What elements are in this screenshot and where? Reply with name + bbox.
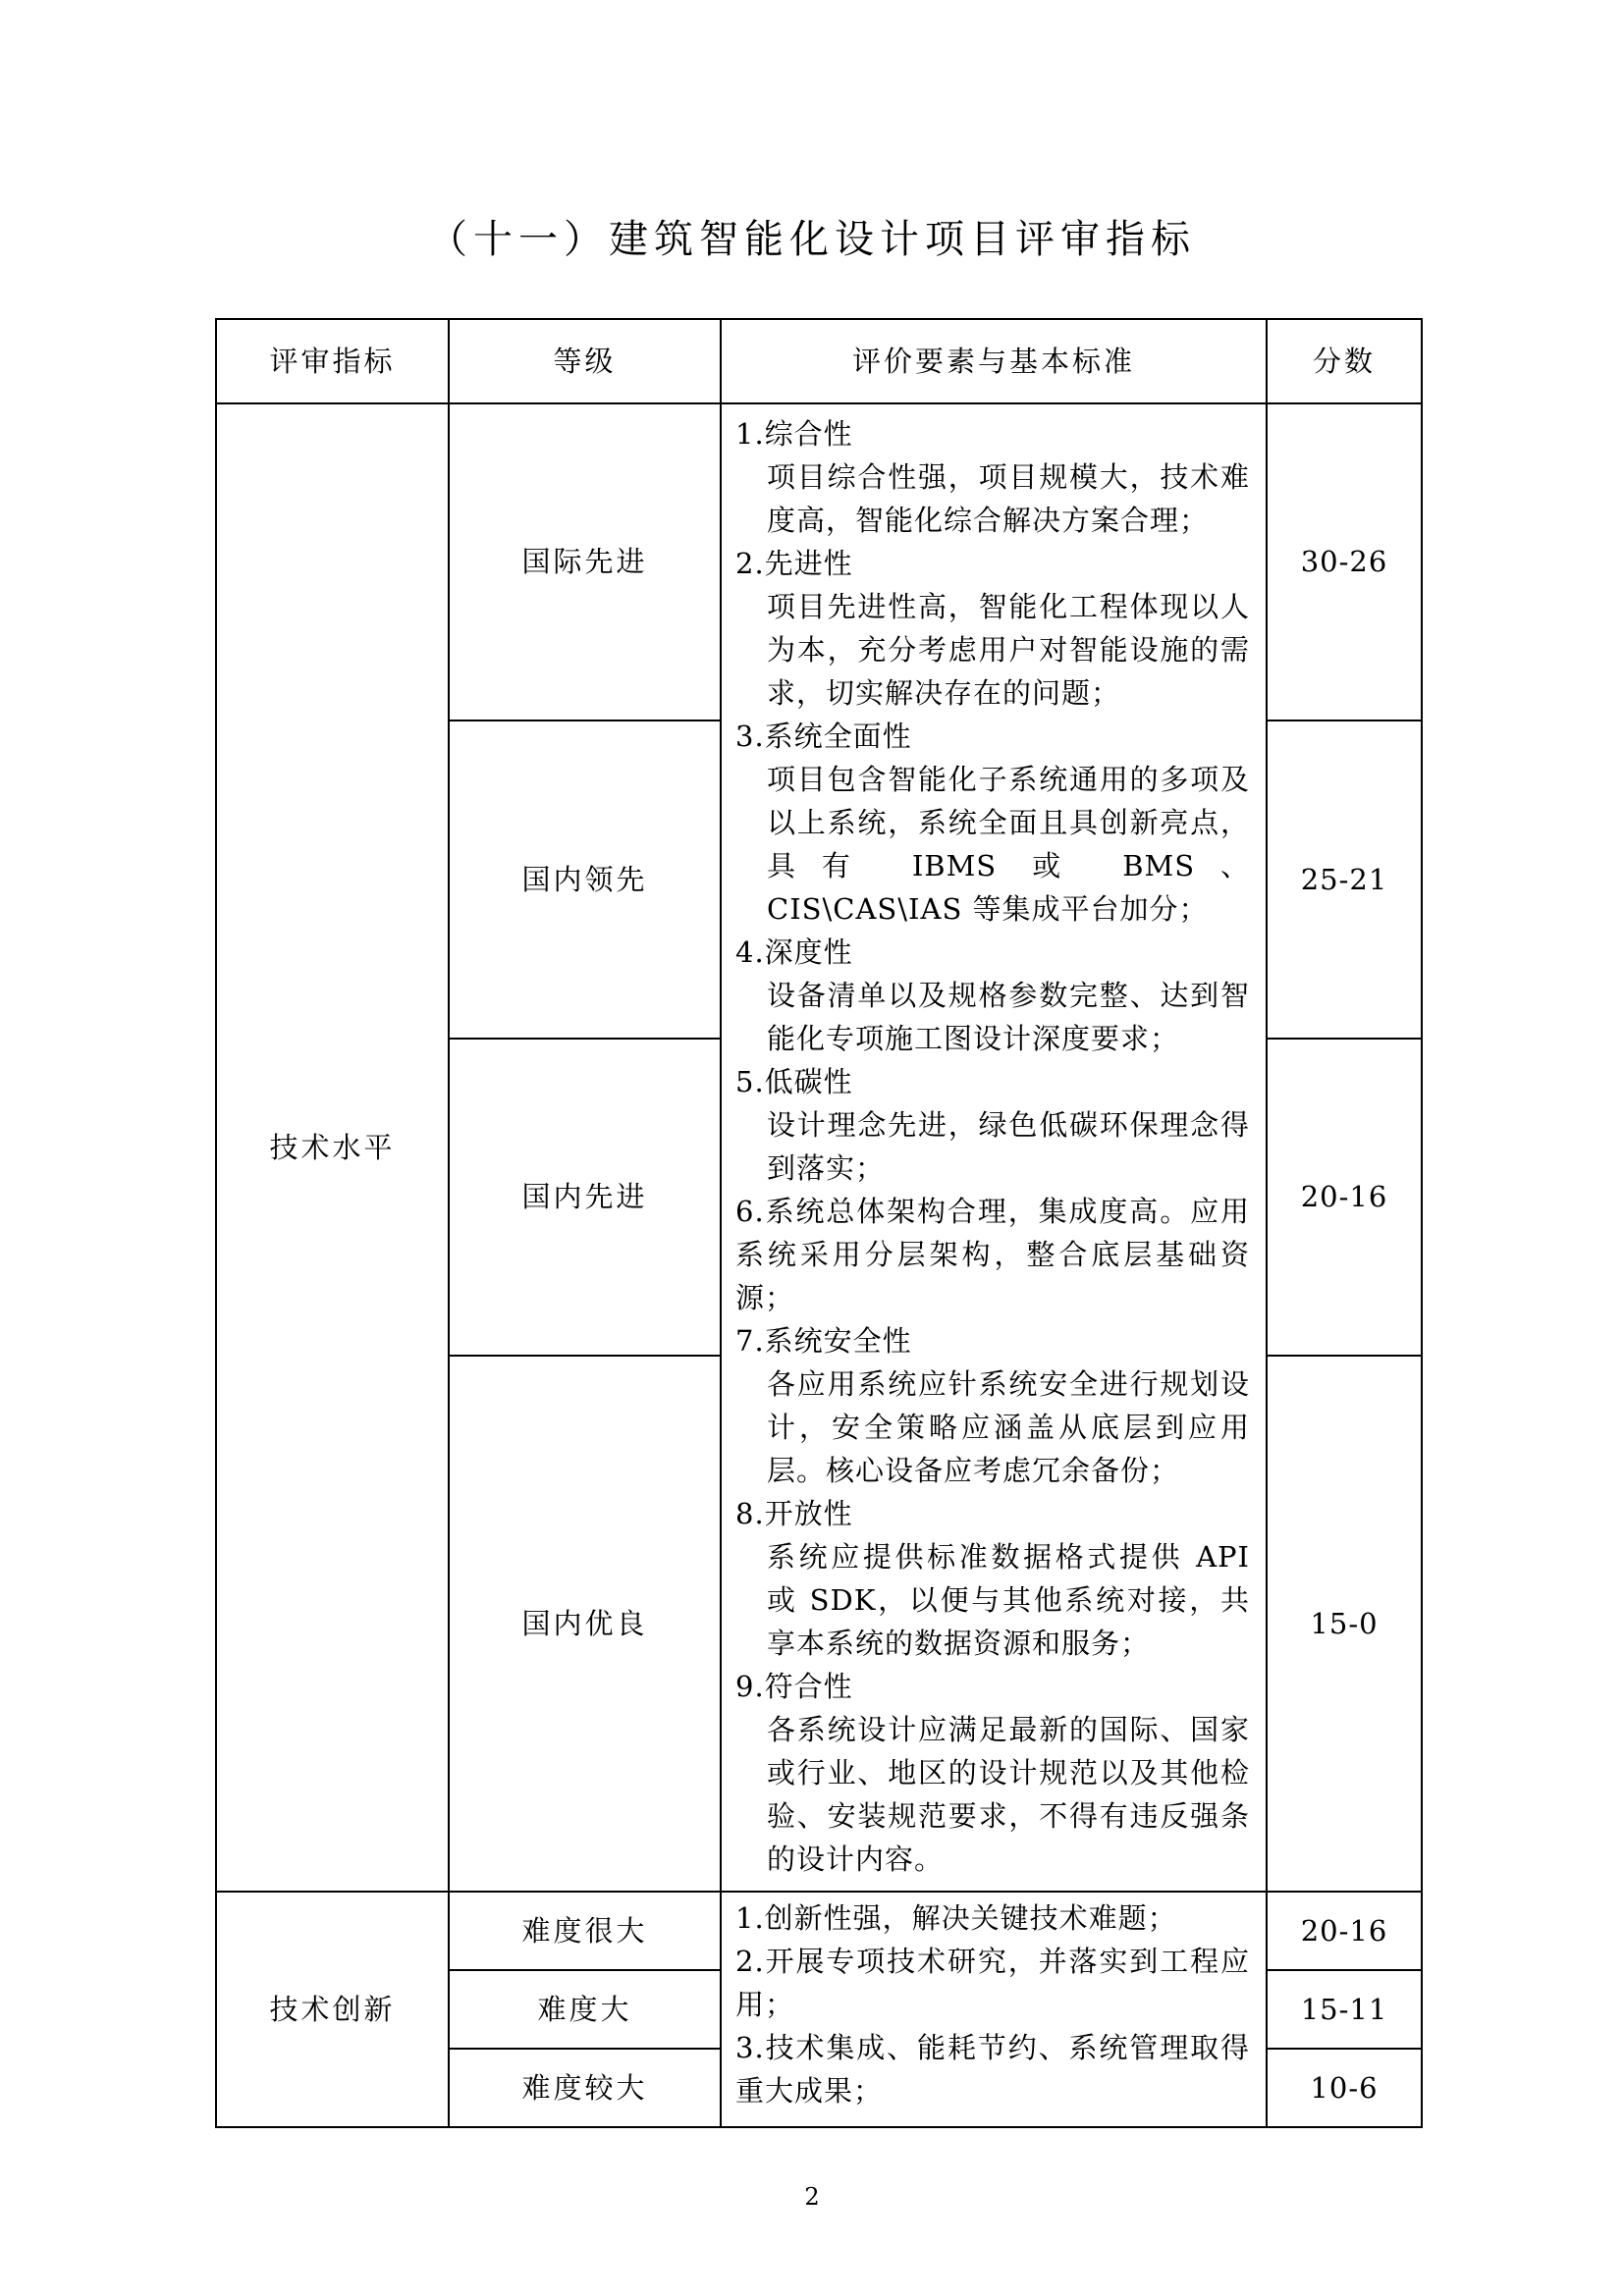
category-tech-innovation: 技术创新 xyxy=(216,1892,449,2127)
level-score: 20-16 xyxy=(1267,1039,1422,1356)
header-criteria: 评审指标 xyxy=(216,319,449,403)
criterion-item: 2.先进性 项目先进性高，智能化工程体现以人为本，充分考虑用户对智能设施的需求，切实解决存在的问题； xyxy=(735,547,1250,710)
table-row xyxy=(216,403,1422,721)
criterion-item: 5.低碳性 设计理念先进，绿色低碳环保理念得到落实； xyxy=(735,1065,1250,1185)
level-score: 30-26 xyxy=(1267,403,1422,721)
level-name: 国内先进 xyxy=(449,1039,721,1356)
criteria-tech-innovation xyxy=(721,1892,1267,2127)
review-criteria-table xyxy=(215,318,1423,2128)
level-score: 15-0 xyxy=(1267,1356,1422,1892)
header-score: 分数 xyxy=(1267,319,1422,403)
level-name: 国际先进 xyxy=(449,403,721,721)
criterion-item: 1.综合性 项目综合性强，项目规模大，技术难度高，智能化综合解决方案合理； xyxy=(735,417,1250,537)
criterion-item: 7.系统安全性 各应用系统应针系统安全进行规划设计，安全策略应涵盖从底层到应用层。核心设备应考虑冗余备份； xyxy=(735,1324,1250,1487)
level-name: 国内领先 xyxy=(449,721,721,1038)
criterion-item: 4.深度性 设备清单以及规格参数完整、达到智能化专项施工图设计深度要求； xyxy=(735,935,1250,1055)
level-score: 25-21 xyxy=(1267,721,1422,1038)
header-standard: 评价要素与基本标准 xyxy=(721,319,1267,403)
criterion-item: 6.系统总体架构合理，集成度高。应用系统采用分层架构，整合底层基础资源； xyxy=(735,1195,1250,1314)
criterion-item: 1.创新性强，解决关键技术难题； xyxy=(735,1901,1177,1935)
level-name: 国内优良 xyxy=(449,1356,721,1892)
page-title: （十一）建筑智能化设计项目评审指标 xyxy=(428,217,1196,262)
criterion-item: 3.系统全面性 项目包含智能化子系统通用的多项及以上系统，系统全面且具创新亮点，具有 IBMS 或 BMS、CIS\CAS\IAS 等集成平台加分； xyxy=(735,720,1250,926)
level-name: 难度大 xyxy=(449,1970,721,2049)
category-tech-level: 技术水平 xyxy=(216,403,449,1892)
level-score: 15-11 xyxy=(1267,1970,1422,2049)
table-header-row xyxy=(216,319,1422,403)
criterion-item: 9.符合性 各系统设计应满足最新的国际、国家或行业、地区的设计规范以及其他检验、安装规范要求，不得有违反强条的设计内容。 xyxy=(735,1670,1250,1876)
table-row xyxy=(216,1892,1422,1970)
criterion-item: 2.开展专项技术研究，并落实到工程应用； xyxy=(735,1945,1250,2021)
level-score: 10-6 xyxy=(1267,2049,1422,2127)
criterion-item: 3.技术集成、能耗节约、系统管理取得重大成果； xyxy=(735,2031,1250,2108)
level-name: 难度很大 xyxy=(449,1892,721,1970)
level-score: 20-16 xyxy=(1267,1892,1422,1970)
criterion-item: 8.开放性 系统应提供标准数据格式提供 API 或 SDK，以便与其他系统对接，共享本系统的数据资源和服务； xyxy=(735,1497,1250,1660)
level-name: 难度较大 xyxy=(449,2049,721,2127)
criteria-tech-level xyxy=(721,403,1267,1892)
page-number: 2 xyxy=(804,2183,820,2211)
header-grade: 等级 xyxy=(449,319,721,403)
